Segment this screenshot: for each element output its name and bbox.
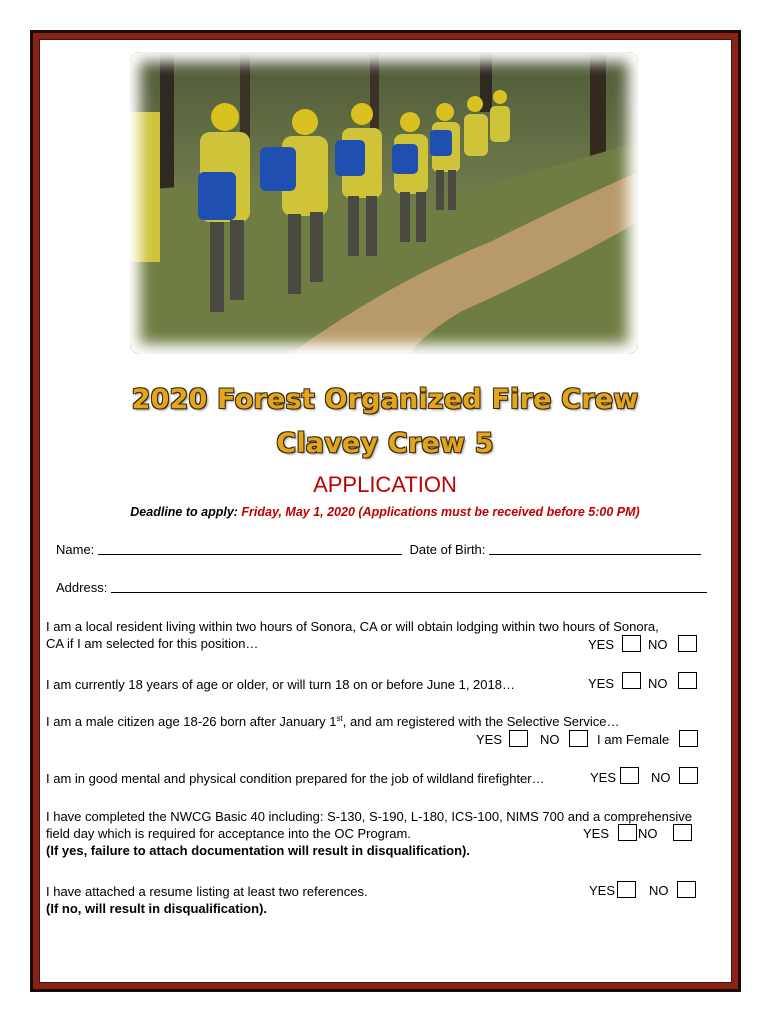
question-basic-40-line2: field day which is required for acceptance into the OC Program. [46,826,411,841]
q3-no-label: NO [540,732,560,747]
q4-no-label: NO [651,770,671,785]
title-line-2: Clavey Crew 5 [276,428,494,459]
q3-yes-checkbox[interactable] [509,730,528,747]
q4-yes-label: YES [590,770,617,785]
question-selective-service [46,713,619,730]
crew-photo [130,52,638,354]
question-local-resident-line2: CA if I am selected for this position… [46,636,259,651]
q2-no-checkbox[interactable] [678,672,697,689]
deadline-line [0,505,770,519]
q3-text-post: , and am registered with the Selective Service… [342,714,620,729]
question-resume-note: (If no, will result in disqualification). [46,901,268,916]
name-row [56,542,701,557]
address-row [56,580,707,595]
q1-yes-checkbox[interactable] [622,635,641,652]
q6-no-checkbox[interactable] [677,881,696,898]
q2-no-label: NO [648,676,668,691]
q6-yes-label: YES [589,883,616,898]
deadline-date: Friday, May 1, 2020 (Applications must be received before 5:00 PM) [241,505,640,519]
q1-no-checkbox[interactable] [678,635,697,652]
q4-yes-checkbox[interactable] [620,767,639,784]
application-heading: APPLICATION [313,472,457,497]
name-label: Name: [56,542,98,557]
q5-no-checkbox[interactable] [673,824,692,841]
q1-yes-label: YES [588,637,615,652]
q6-no-label: NO [649,883,669,898]
q4-no-checkbox[interactable] [679,767,698,784]
question-condition: I am in good mental and physical condition prepared for the job of wildland firefighter… [46,771,545,786]
deadline-prefix: Deadline to apply: [130,505,242,519]
question-resume [46,883,368,917]
dob-field[interactable] [489,542,701,555]
q2-yes-checkbox[interactable] [622,672,641,689]
q2-yes-label: YES [588,676,615,691]
q6-yes-checkbox[interactable] [617,881,636,898]
q3-superscript: st [336,714,343,723]
dob-label: Date of Birth: [409,542,490,557]
crew-photo-illustration [130,52,638,354]
q5-yes-label: YES [583,826,610,841]
question-local-resident [46,618,659,652]
q3-yes-label: YES [476,732,503,747]
q1-no-label: NO [648,637,668,652]
question-local-resident-line1: I am a local resident living within two hours of Sonora, CA or will obtain lodging within two hours of Sonora, [46,619,659,634]
title-line-1: 2020 Forest Organized Fire Crew [131,384,639,415]
question-basic-40-note: (If yes, failure to attach documentation will result in disqualification). [46,843,470,858]
q3-female-checkbox[interactable] [679,730,698,747]
question-basic-40-line1: I have completed the NWCG Basic 40 including: S-130, S-190, L-180, ICS-100, NIMS 700 and a comprehensive [46,809,693,824]
address-field[interactable] [111,580,707,593]
q5-yes-checkbox[interactable] [618,824,637,841]
question-resume-text: I have attached a resume listing at least two references. [46,884,368,899]
q3-female-label: I am Female [597,732,670,747]
q3-no-checkbox[interactable] [569,730,588,747]
name-field[interactable] [98,542,402,555]
question-age: I am currently 18 years of age or older, or will turn 18 on or before June 1, 2018… [46,677,515,692]
q3-text-pre: I am a male citizen age 18-26 born after January 1 [46,714,337,729]
q5-no-label: NO [638,826,658,841]
address-label: Address: [56,580,111,595]
